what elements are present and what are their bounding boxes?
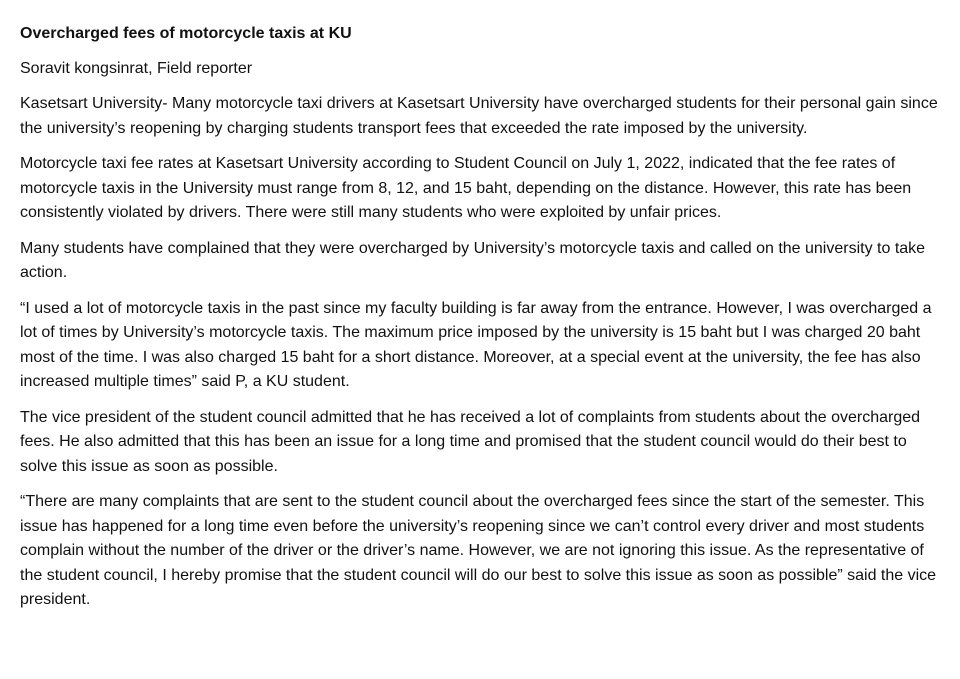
article-paragraph: “There are many complaints that are sent to the student council about the overcharged fees since the start of the semester. This issue has happened for a long time even before the university’s reopening since we can’t control every driver and most students complain without the number of the driver or the driver’s name. However, we are not ignoring this issue. As the representative of the student council, I hereby promise that the student council will do our best to solve this issue as soon as possible” said the vice president. [20, 493, 937, 608]
article-paragraph: Motorcycle taxi fee rates at Kasetsart University according to Student Council on July 1, 2022, indicated that the fee rates of motorcycle taxis in the University must range from 8, 12, and 15 baht, depending on the distance. However, this rate has been consistently violated by drivers. There were still many students who were exploited by unfair prices. [20, 155, 912, 221]
article-paragraph: Kasetsart University- Many motorcycle taxi drivers at Kasetsart University have overcharged students for their personal gain since the university’s reopening by charging students transport fees that exceeded the rate imposed by the university. [20, 95, 938, 137]
article-byline: Soravit kongsinrat, Field reporter [20, 60, 253, 77]
article [20, 22, 945, 624]
article-paragraph: Many students have complained that they were overcharged by University’s motorcycle taxis and called on the university to take action. [20, 239, 926, 281]
article-paragraph: The vice president of the student council admitted that he has received a lot of complaints from students about the overcharged fees. He also admitted that this has been an issue for a long time and promised that the student council would do their best to solve this issue as soon as possible. [20, 408, 921, 475]
article-paragraph: “I used a lot of motorcycle taxis in the past since my faculty building is far away from the entrance. However, I was overcharged a lot of times by University’s motorcycle taxis. The maximum price imposed by the university is 15 baht but I was charged 20 baht most of the time. I was also charged 15 baht for a short distance. Moreover, at a special event at the university, the fee has also increased multiple times” said P, a KU student. [20, 299, 932, 390]
article-title: Overcharged fees of motorcycle taxis at KU [20, 25, 352, 42]
